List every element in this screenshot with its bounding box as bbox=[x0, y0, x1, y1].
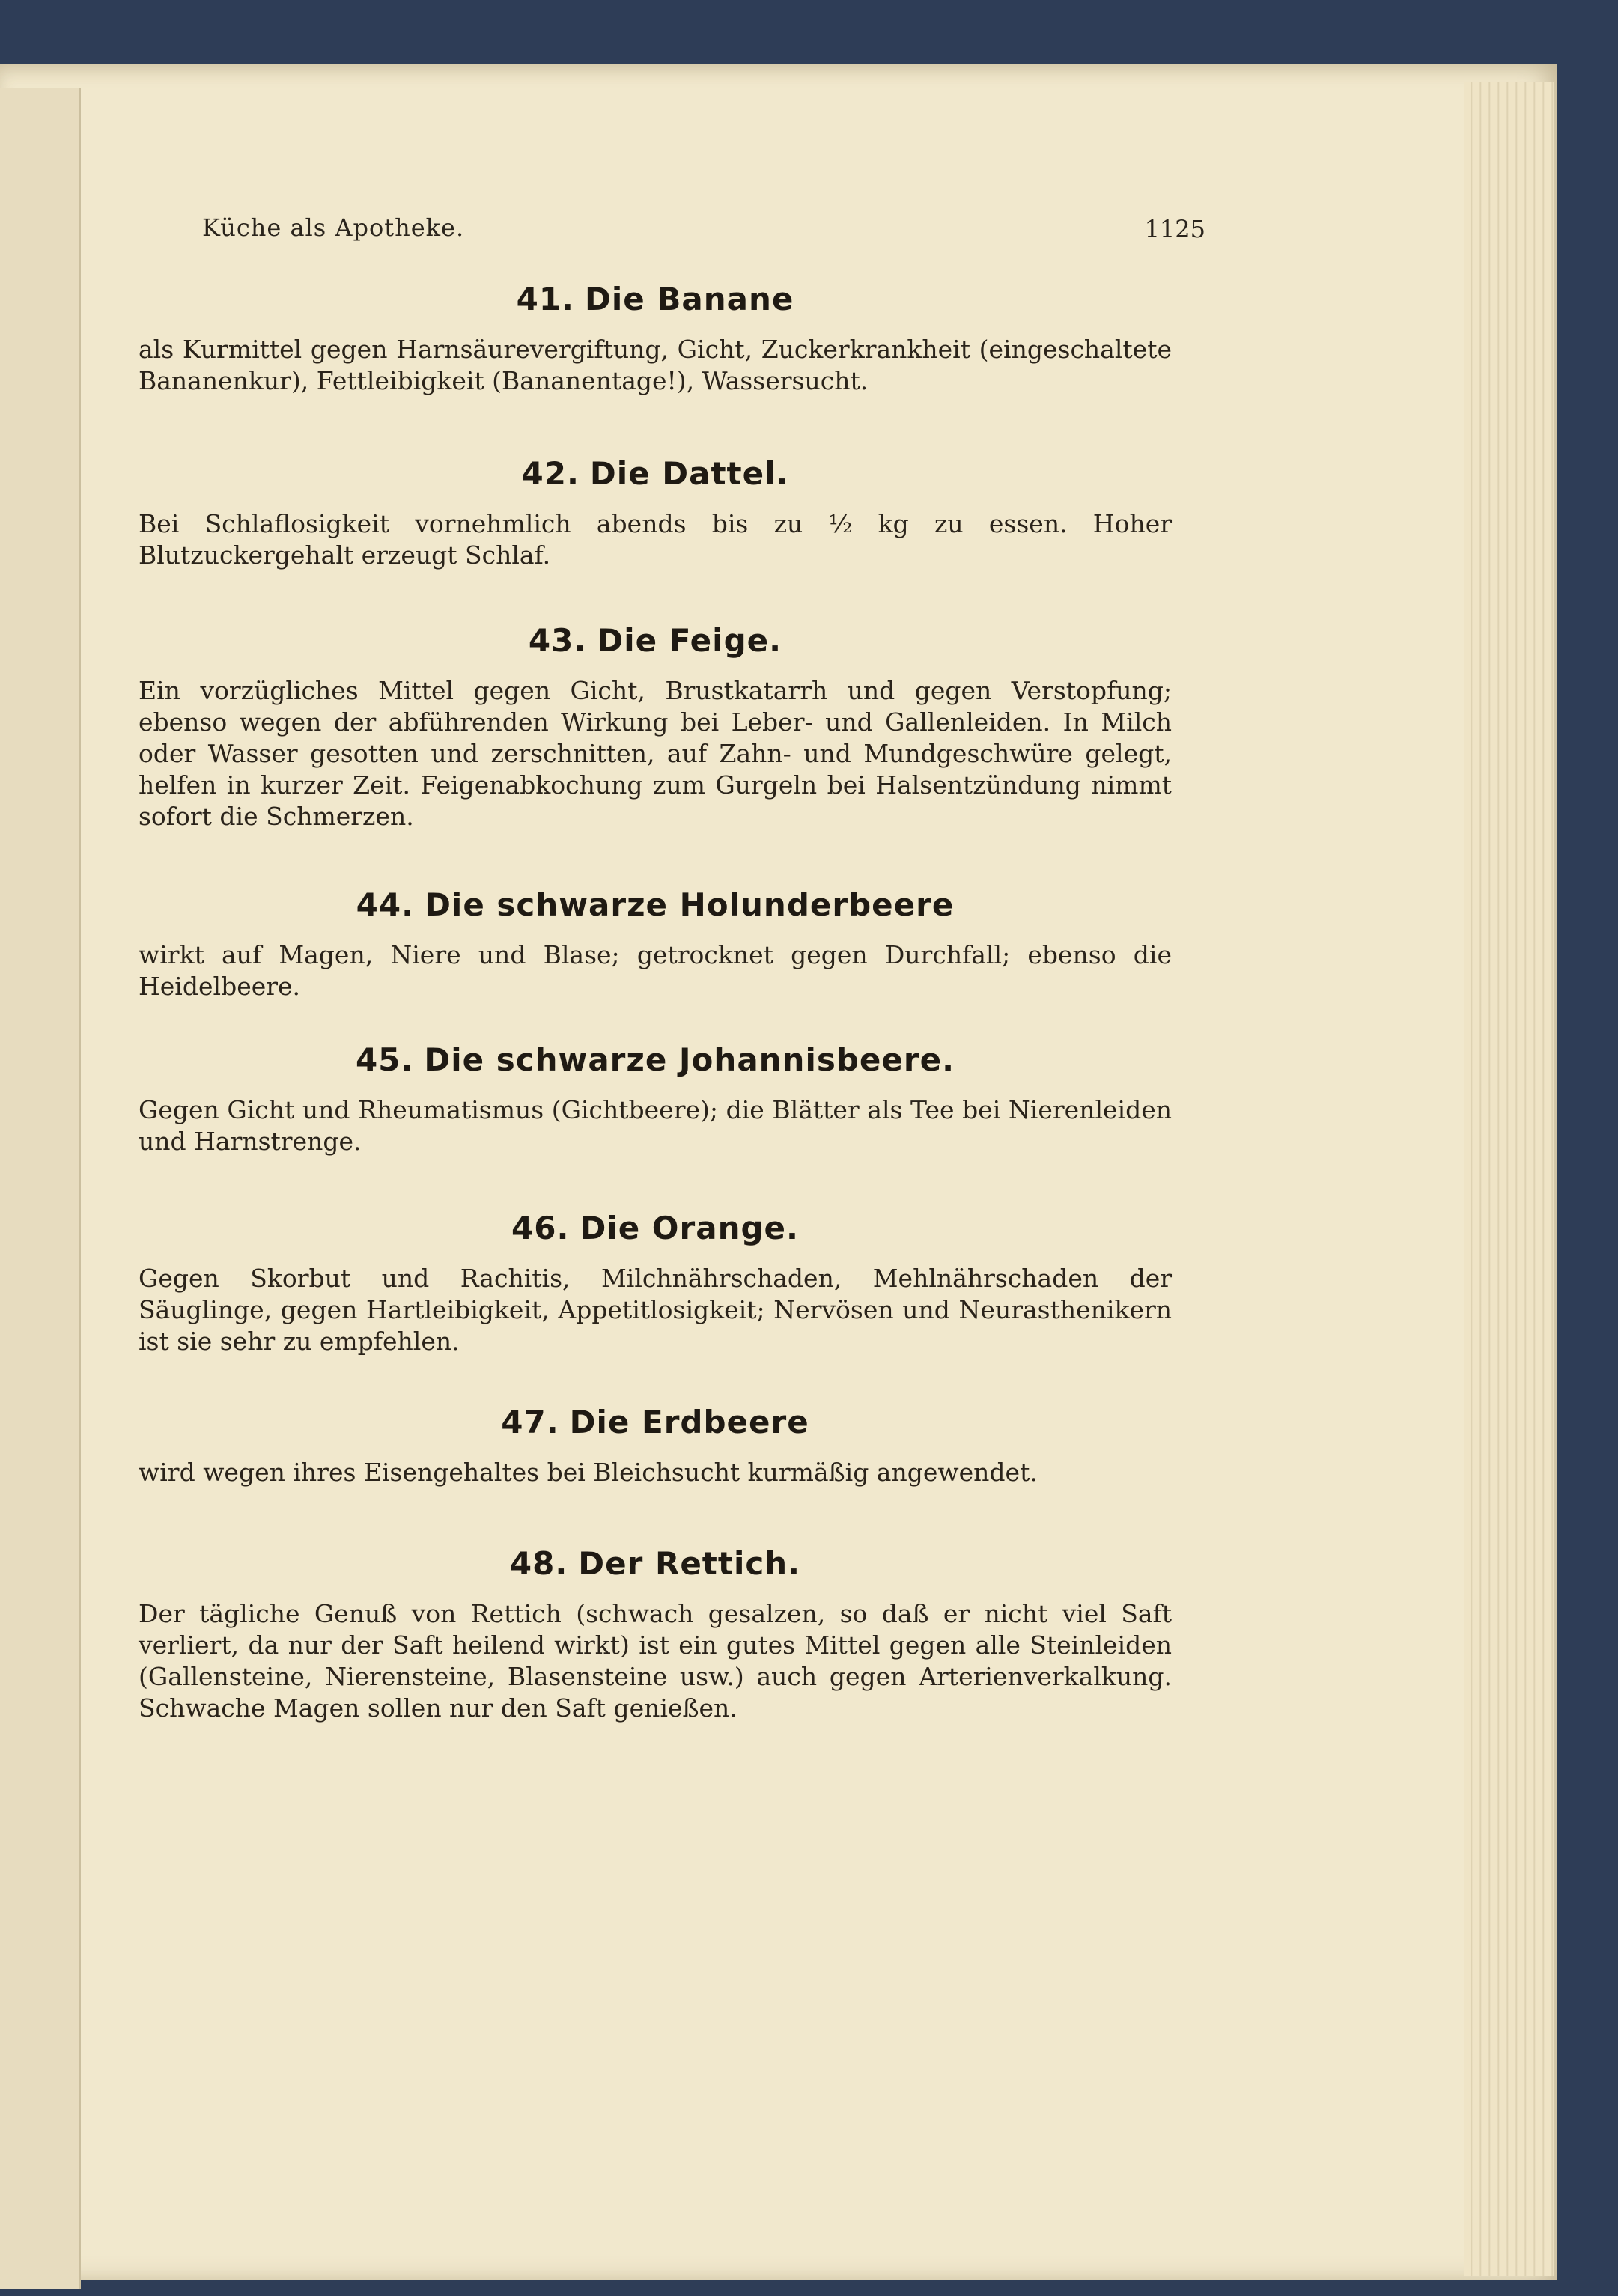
section-feige bbox=[139, 622, 1172, 832]
facing-page-edge bbox=[0, 88, 81, 2289]
section-heading bbox=[139, 622, 1172, 659]
section-text: Gegen Skorbut und Rachitis, Milchnährschaden, Mehlnährschaden der Säuglinge, gegen Hartleibigkeit, Appetitlosigkeit; Nervösen und Neurasthenikern ist sie sehr zu empfehlen. bbox=[139, 1264, 1172, 1356]
section-title: Die schwarze Holunderbeere bbox=[425, 886, 955, 923]
section-heading bbox=[139, 1545, 1172, 1582]
section-erdbeere bbox=[139, 1404, 1172, 1488]
section-heading bbox=[139, 1041, 1172, 1078]
section-number: 45. bbox=[355, 1041, 414, 1078]
section-rettich bbox=[139, 1545, 1172, 1724]
section-title: Die Dattel. bbox=[589, 455, 789, 492]
section-number: 43. bbox=[528, 622, 587, 659]
section-number: 41. bbox=[516, 281, 575, 317]
section-number: 47. bbox=[501, 1404, 559, 1440]
section-orange bbox=[139, 1210, 1172, 1357]
section-text: Ein vorzügliches Mittel gegen Gicht, Brustkatarrh und gegen Verstopfung; ebenso wegen der abführenden Wirkung bei Leber- und Gallenleiden. In Milch oder Wasser gesotten und zerschnitten, auf Zahn- und Mundgeschwüre gelegt, helfen in kurzer Zeit. Feigenabkochung zum Gurgeln bei Halsentzündung nimmt sofort die Schmerzen. bbox=[139, 676, 1172, 831]
section-dattel bbox=[139, 455, 1172, 571]
section-number: 46. bbox=[511, 1210, 570, 1246]
section-heading bbox=[139, 455, 1172, 492]
section-number: 48. bbox=[509, 1545, 568, 1582]
section-text: wirkt auf Magen, Niere und Blase; getrocknet gegen Durchfall; ebenso die Heidelbeere. bbox=[139, 940, 1172, 1001]
section-heading bbox=[139, 1210, 1172, 1246]
section-heading bbox=[139, 281, 1172, 317]
section-title: Die Banane bbox=[585, 281, 794, 317]
page-content bbox=[139, 281, 1172, 1724]
page-number: 1125 bbox=[1144, 215, 1205, 243]
page-header bbox=[202, 213, 1205, 258]
section-text: Gegen Gicht und Rheumatismus (Gichtbeere); die Blätter als Tee bei Nierenleiden und Harnstrenge. bbox=[139, 1095, 1172, 1156]
section-johannisbeere bbox=[139, 1041, 1172, 1157]
section-number: 44. bbox=[356, 886, 415, 923]
section-text: als Kurmittel gegen Harnsäurevergiftung, Gicht, Zuckerkrankheit (eingeschaltete Bananenkur), Fettleibigkeit (Bananentage!), Wassersucht. bbox=[139, 335, 1172, 395]
section-heading bbox=[139, 886, 1172, 923]
page-edges bbox=[1464, 82, 1554, 2276]
section-text: Bei Schlaflosigkeit vornehmlich abends bis zu ½ kg zu essen. Hoher Blutzuckergehalt erzeugt Schlaf. bbox=[139, 509, 1172, 570]
running-title: Küche als Apotheke. bbox=[202, 213, 465, 242]
section-title: Die schwarze Johannisbeere. bbox=[424, 1041, 955, 1078]
section-title: Die Orange. bbox=[580, 1210, 799, 1246]
section-number: 42. bbox=[521, 455, 580, 492]
section-holunderbeere bbox=[139, 886, 1172, 1002]
section-title: Der Rettich. bbox=[578, 1545, 801, 1582]
section-text: Der tägliche Genuß von Rettich (schwach gesalzen, so daß er nicht viel Saft verliert, da nur der Saft heilend wirkt) ist ein gutes Mittel gegen alle Steinleiden (Gallensteine, Nierensteine, Blasensteine usw.) auch gegen Arterienverkalkung. Schwache Magen sollen nur den Saft genießen. bbox=[139, 1599, 1172, 1723]
section-title: Die Feige. bbox=[597, 622, 782, 659]
section-text: wird wegen ihres Eisengehaltes bei Bleichsucht kurmäßig angewendet. bbox=[139, 1458, 1038, 1487]
section-banane bbox=[139, 281, 1172, 397]
section-title: Die Erdbeere bbox=[569, 1404, 809, 1440]
section-heading bbox=[139, 1404, 1172, 1440]
